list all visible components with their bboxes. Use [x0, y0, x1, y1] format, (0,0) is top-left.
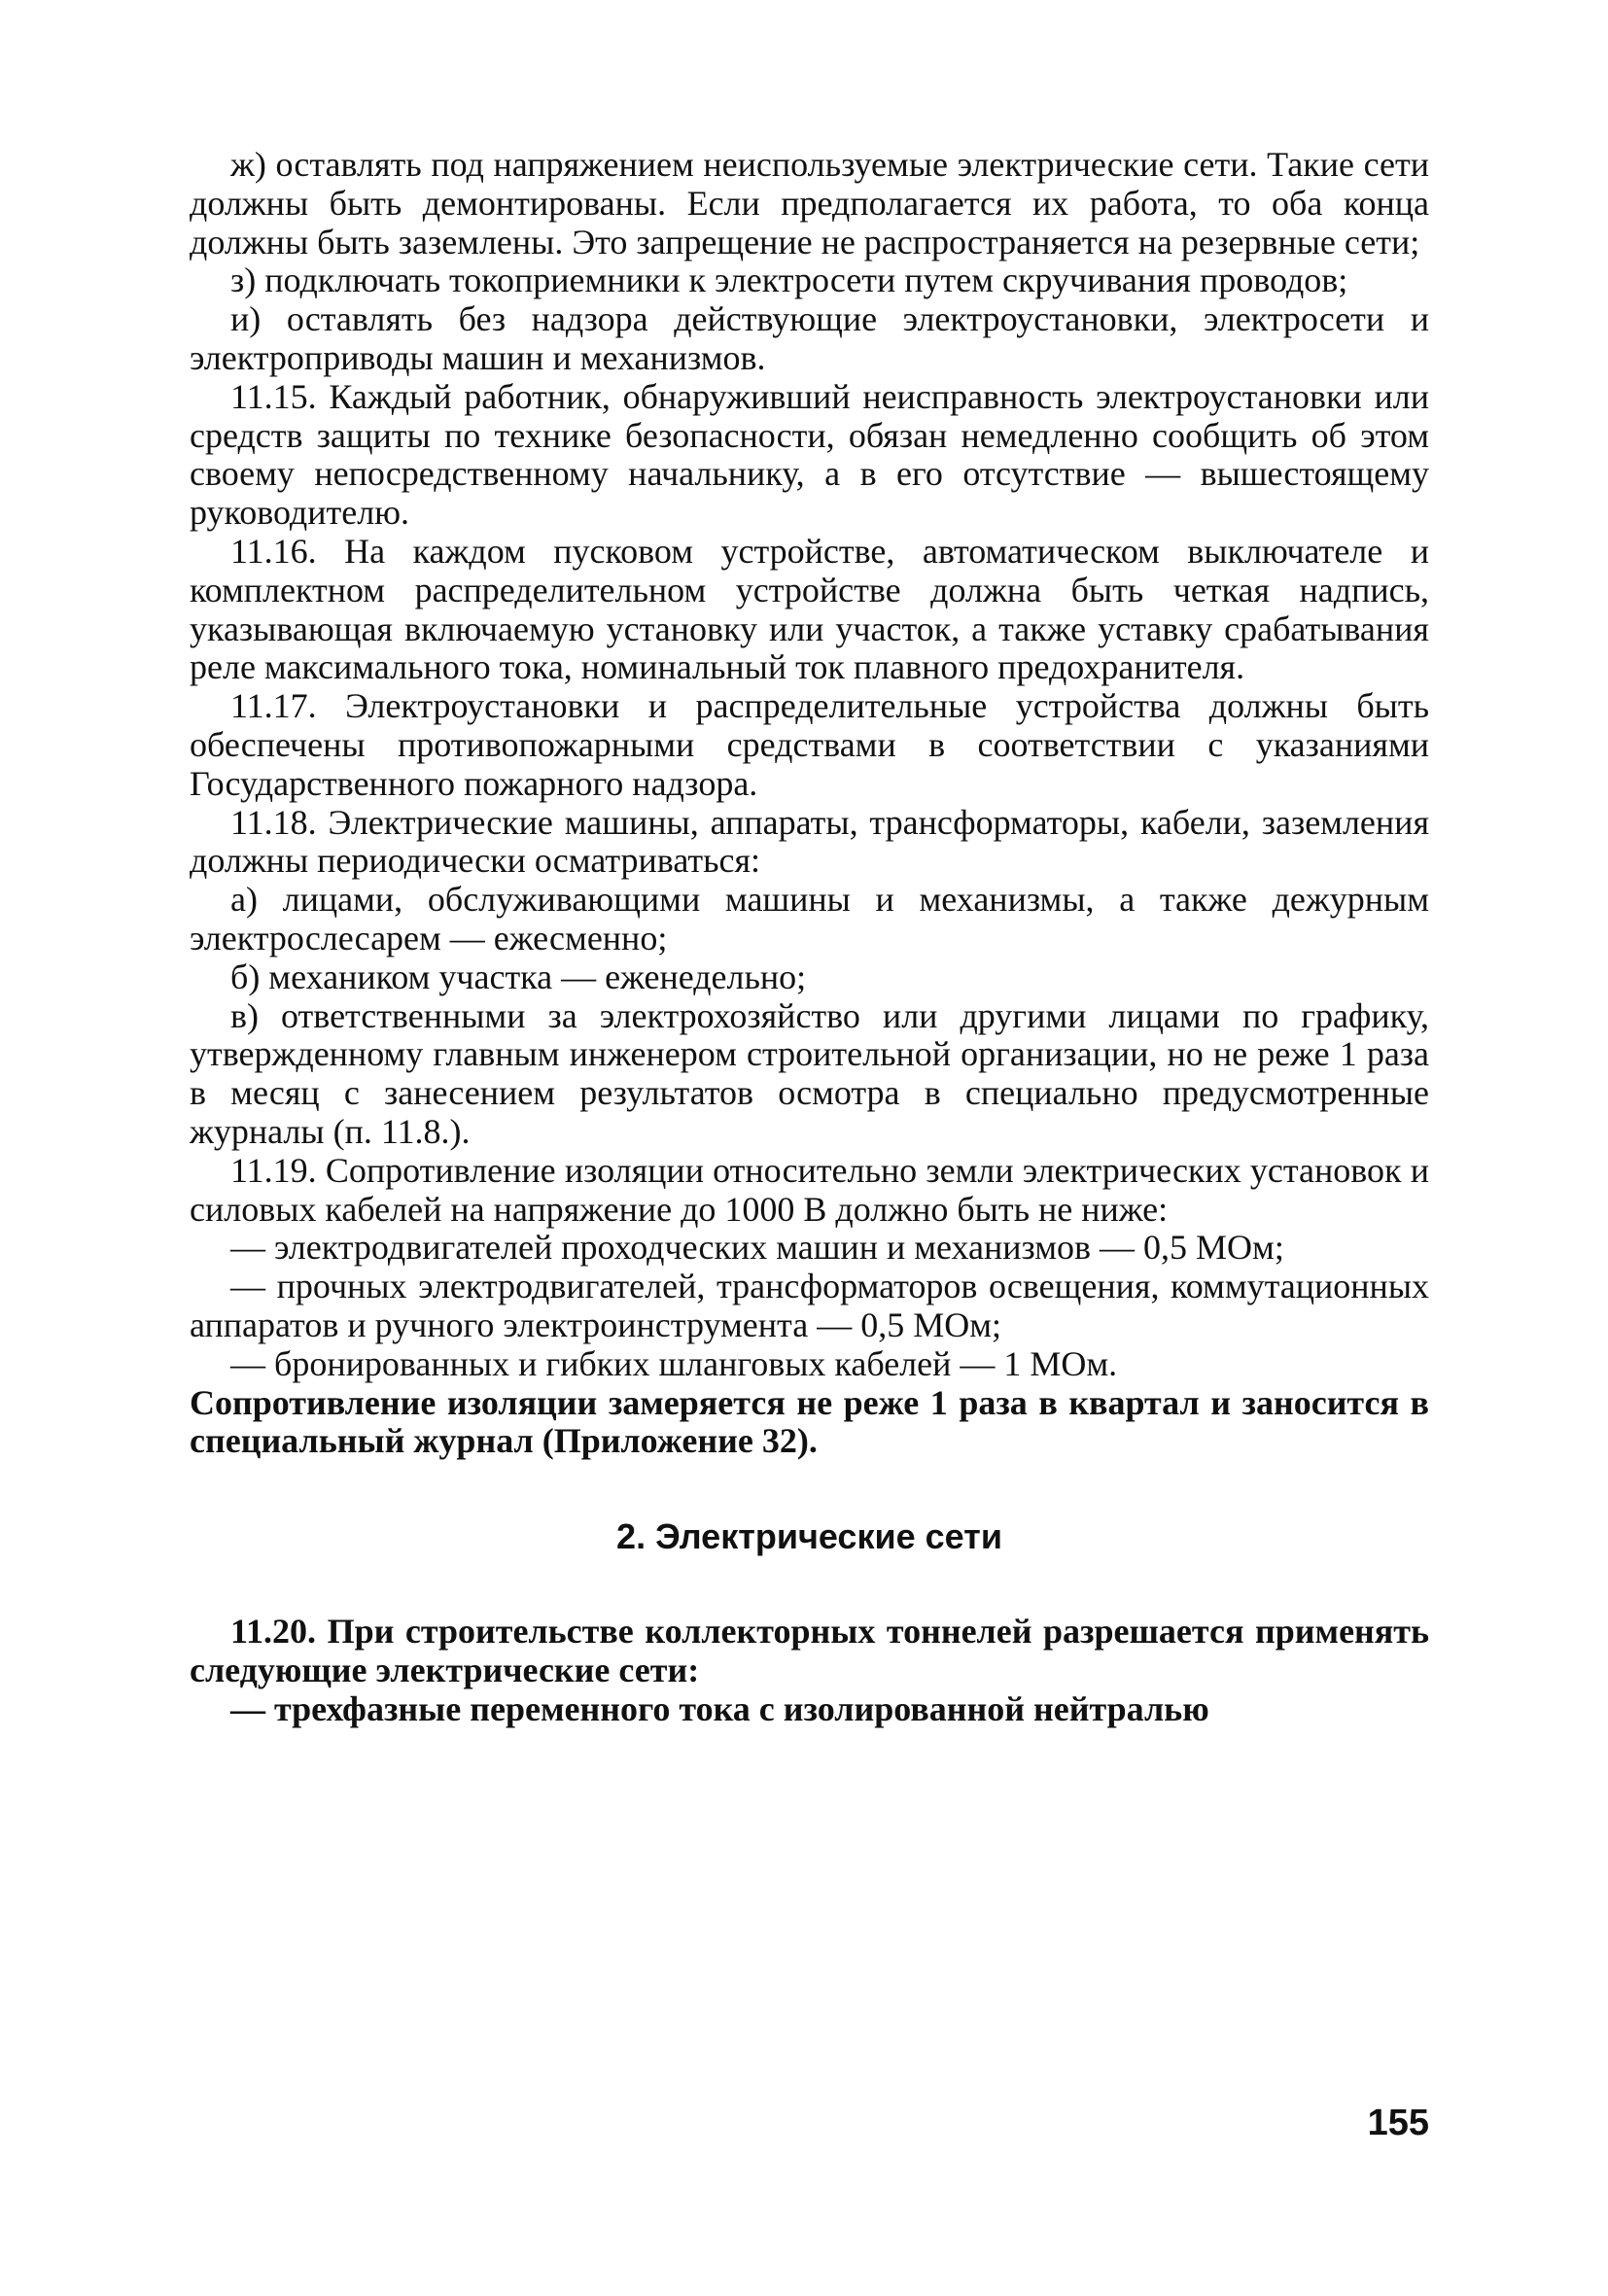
paragraph-item-zh: ж) оставлять под напряжением неиспользуемые электрические сети. Такие сети должны быть демонтированы. Если предполагается их работа, то оба конца должны быть заземлены. Это запрещение не распространяется на резервные сети; [190, 145, 1429, 261]
paragraph-insulation-note: Сопротивление изоляции замеряется не реже 1 раза в квартал и заносится в специальный журнал (Приложение 32). [190, 1382, 1429, 1461]
paragraph-item-b: б) механиком участка — еженедельно; [230, 957, 807, 996]
paragraph-dash-motors: — электродвигателей проходческих машин и механизмов — 0,5 МОм; [230, 1228, 1284, 1268]
paragraph-item-i: и) оставлять без надзора действующие электроустановки, электросети и электроприводы машин и механизмов. [190, 299, 1429, 377]
paragraph-item-z: з) подключать токоприемники к электросети путем скручивания проводов; [230, 261, 1348, 300]
paragraph-11-16: 11.16. На каждом пусковом устройстве, автоматическом выключателе и комплектном распределительном устройстве должна быть четкая надпись, указывающая включаемую установку или участок, а также уставку срабатывания реле максимального тока, номинальный ток плавного предохранителя. [190, 531, 1429, 687]
paragraph-11-17: 11.17. Электроустановки и распределительные устройства должны быть обеспечены противопожарными средствами в соответствии с указаниями Государственного пожарного надзора. [190, 686, 1429, 803]
paragraph-11-18: 11.18. Электрические машины, аппараты, трансформаторы, кабели, заземления должны периодически осматриваться: [190, 802, 1429, 881]
paragraph-item-v: в) ответственными за электрохозяйство или другими лицами по графику, утвержденному главным инженером строительной организации, но не реже 1 раза в месяц с занесением результатов осмотра в специально предусмотренные журналы (п. 11.8.). [190, 995, 1429, 1151]
paragraph-dash-three-phase: — трехфазные переменного тока с изолированной нейтралью [230, 1688, 1209, 1728]
paragraph-dash-cables: — бронированных и гибких шланговых кабелей — 1 МОм. [230, 1343, 1118, 1383]
page-body [190, 146, 1429, 1728]
paragraph-11-15: 11.15. Каждый работник, обнаруживший неисправность электроустановки или средств защиты по технике безопасности, обязан немедленно сообщить об этом своему непосредственному начальнику, а в его отсутствие — вышестоящему руководителю. [190, 376, 1429, 533]
paragraph-dash-transformers: — прочных электродвигателей, трансформаторов освещения, коммутационных аппаратов и ручного электроинструмента — 0,5 МОм; [190, 1267, 1429, 1344]
page-number: 155 [1367, 2103, 1429, 2143]
paragraph-11-19: 11.19. Сопротивление изоляции относительно земли электрических установок и силовых кабелей на напряжение до 1000 В должно быть не ниже: [190, 1150, 1429, 1229]
paragraph-11-20: 11.20. При строительстве коллекторных тоннелей разрешается применять следующие электрические сети: [190, 1612, 1429, 1689]
paragraph-item-a: а) лицами, обслуживающими машины и механизмы, а также дежурным электрослесарем — ежесменно; [190, 880, 1429, 957]
section-title: 2. Электрические сети [616, 1516, 1002, 1557]
